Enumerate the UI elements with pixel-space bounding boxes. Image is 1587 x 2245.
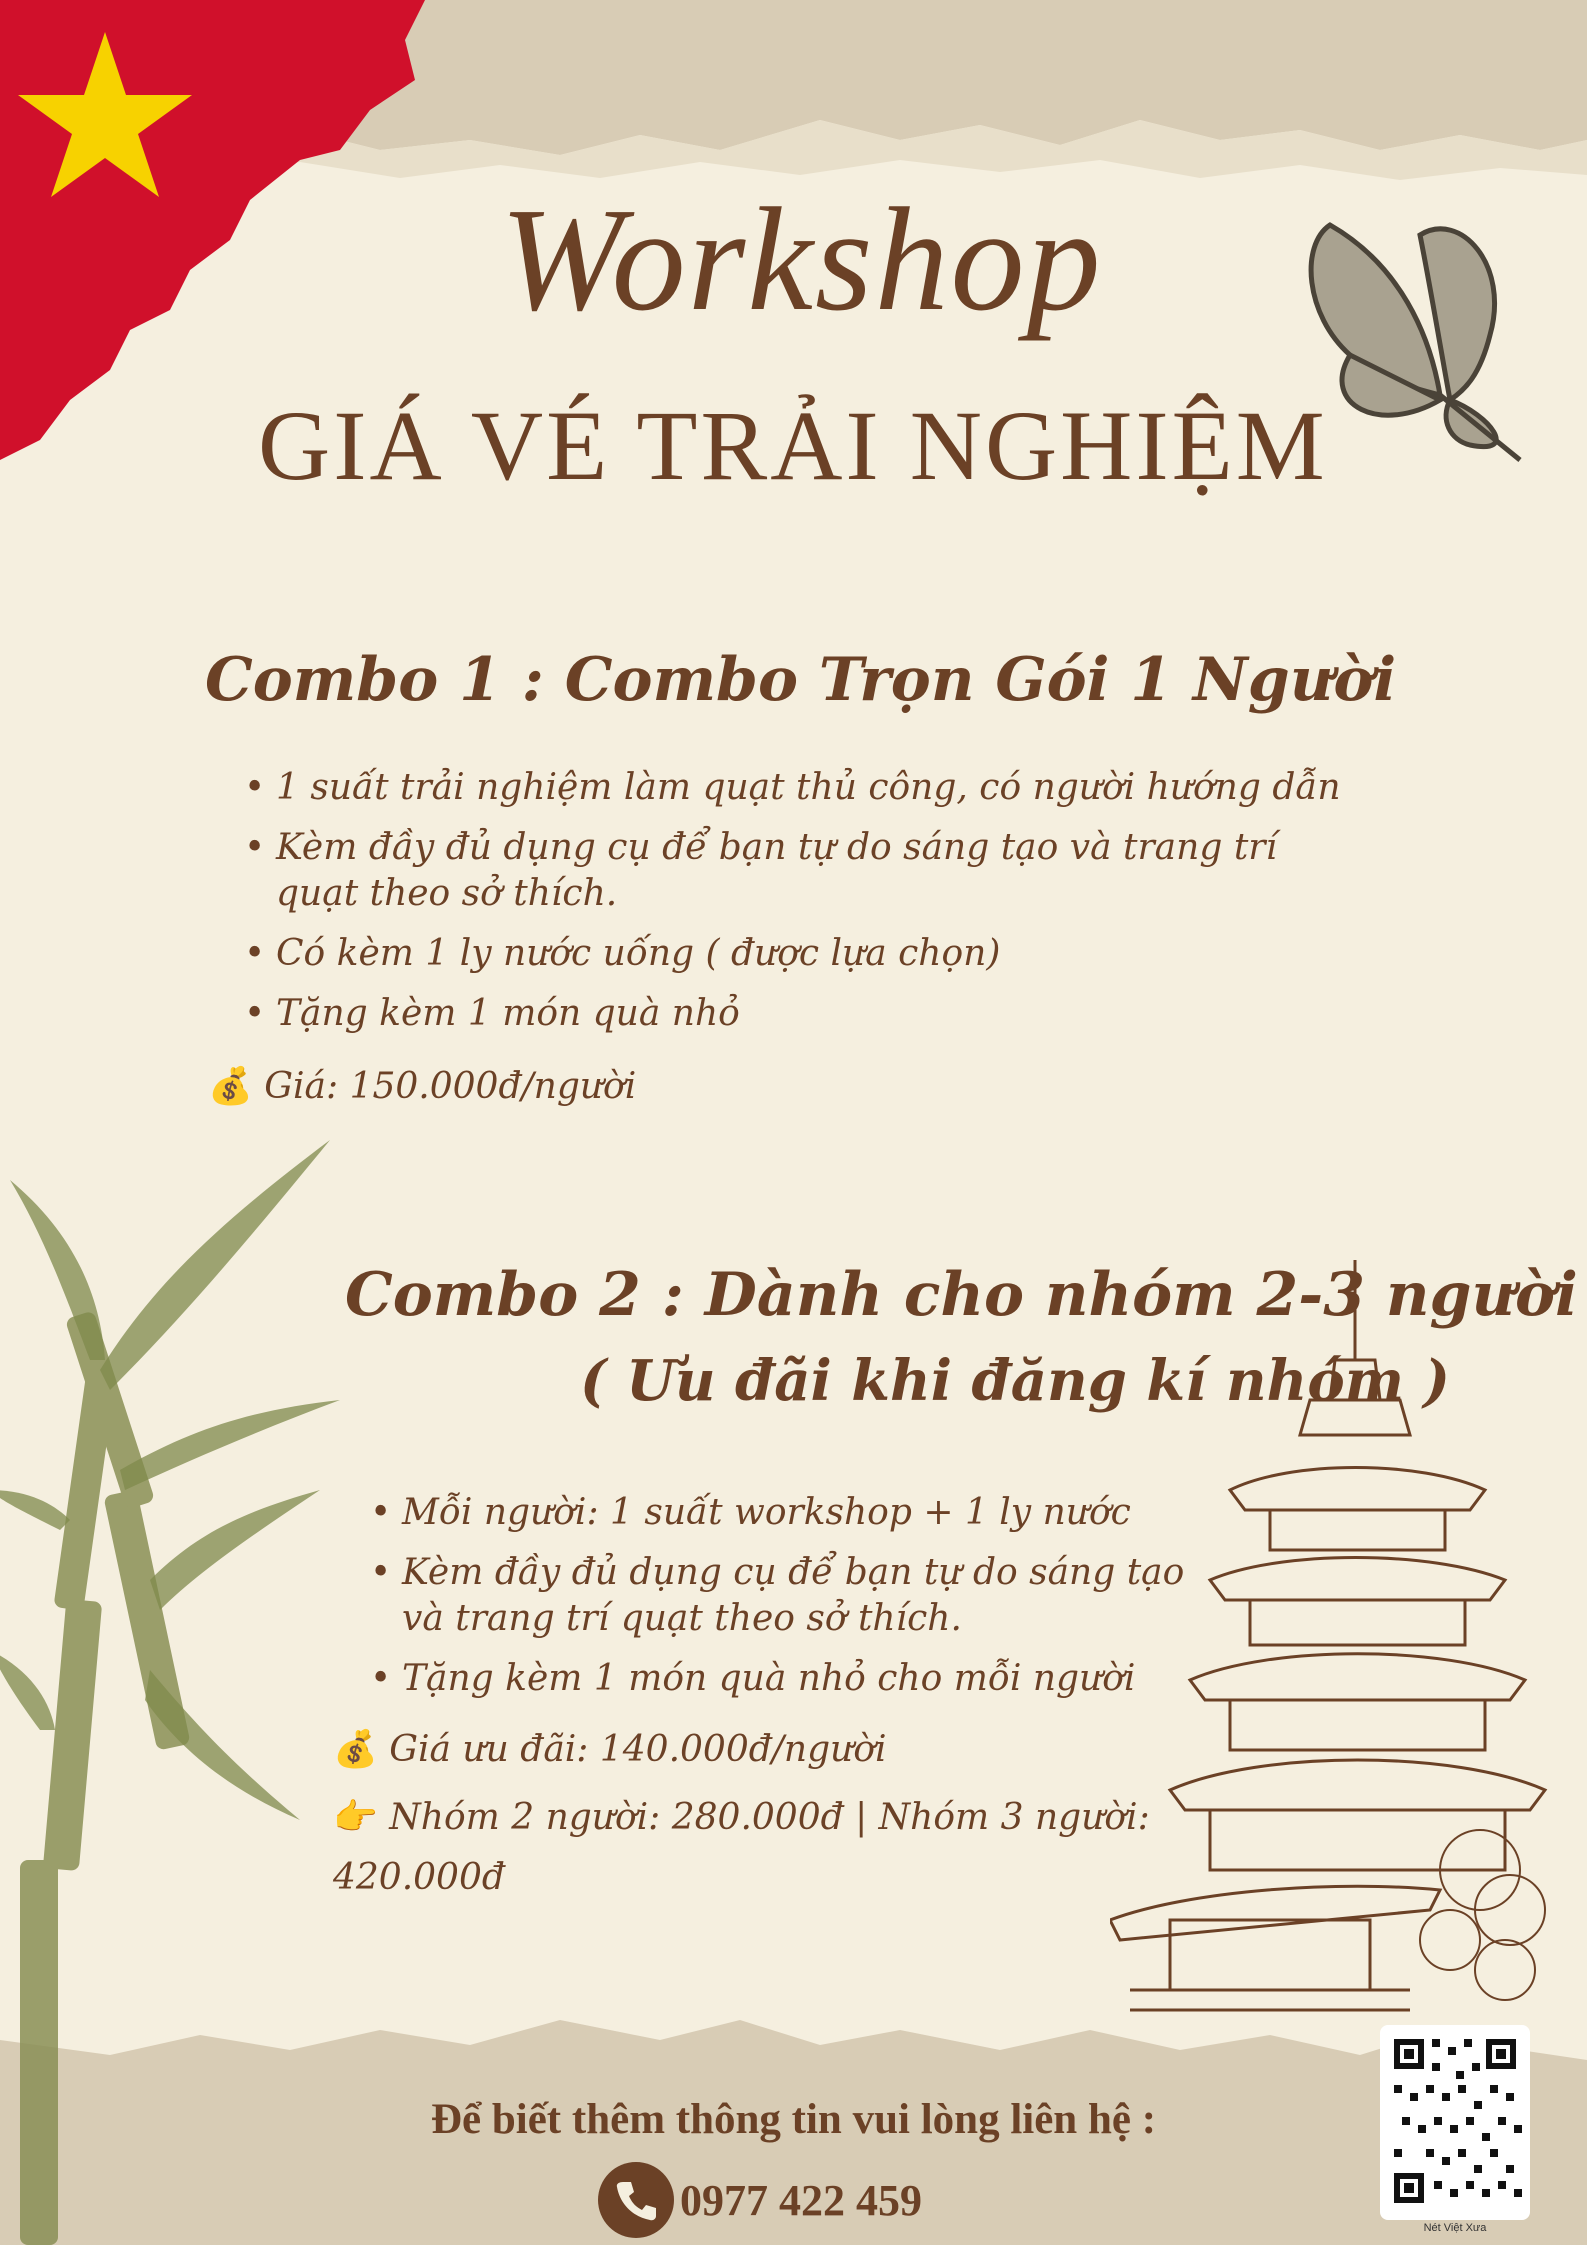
list-item: • Có kèm 1 ly nước uống ( được lựa chọn) (240, 931, 1350, 977)
list-item: • Tặng kèm 1 món quà nhỏ cho mỗi người (366, 1656, 1226, 1702)
phone-icon (598, 2162, 674, 2238)
combo1-heading: Combo 1 : Combo Trọn Gói 1 Người (205, 645, 1397, 715)
combo2-group-price (333, 1788, 1163, 1908)
combo2-heading: Combo 2 : Dành cho nhóm 2-3 người (345, 1260, 1578, 1330)
combo2-group-price-text: Nhóm 2 người: 280.000đ | Nhóm 3 người: 420.000đ (333, 1797, 1150, 1898)
combo2-price-text: Giá ưu đãi: 140.000đ/người (389, 1729, 887, 1770)
title-script: Workshop (500, 178, 1103, 342)
money-bag-icon: 💰 (208, 1066, 253, 1107)
list-item: • 1 suất trải nghiệm làm quạt thủ công, có người hướng dẫn (240, 765, 1350, 811)
contact-text: Để biết thêm thông tin vui lòng liên hệ : (430, 2096, 1157, 2143)
combo2-subheading: ( Ưu đãi khi đăng kí nhóm ) (580, 1348, 1450, 1414)
combo1-list (240, 765, 1350, 1051)
list-item: • Tặng kèm 1 món quà nhỏ (240, 991, 1350, 1037)
money-bag-icon: 💰 (333, 1729, 378, 1770)
combo1-price (208, 1065, 636, 1107)
qr-label: Nét Việt Xưa (1423, 2222, 1487, 2234)
combo1-price-text: Giá: 150.000đ/người (264, 1066, 637, 1107)
phone-number[interactable]: 0977 422 459 (680, 2176, 922, 2225)
list-item: • Mỗi người: 1 suất workshop + 1 ly nước (366, 1490, 1226, 1536)
list-item: • Kèm đầy đủ dụng cụ để bạn tự do sáng tạo và trang trí quạt theo sở thích. (366, 1550, 1226, 1642)
combo2-price (333, 1728, 887, 1770)
bamboo-illustration (0, 1110, 360, 2245)
list-item: • Kèm đầy đủ dụng cụ để bạn tự do sáng tạo và trang trí quạt theo sở thích. (240, 825, 1350, 917)
pointing-hand-icon: 👉 (333, 1797, 378, 1838)
combo2-list (366, 1490, 1226, 1716)
page-title: GIÁ VÉ TRẢI NGHIỆM (258, 390, 1328, 501)
